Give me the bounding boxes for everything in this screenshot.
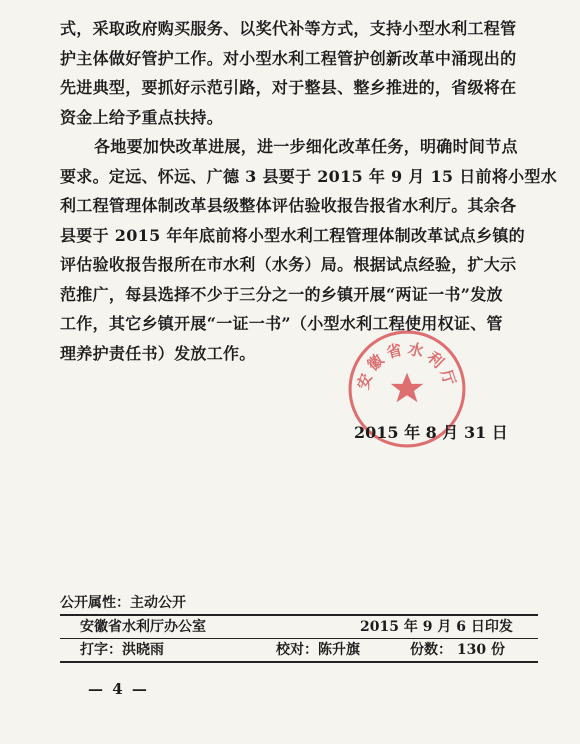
- text-line: 各地要加快改革进展，进一步细化改革任务，明确时间节点: [94, 137, 518, 156]
- proofreader: 校对：陈升旗: [276, 642, 360, 658]
- text-line: 护主体做好管护工作。对小型水利工程管护创新改革中涌现出的: [60, 48, 517, 68]
- text-line: 式，采取政府购买服务、以奖代补等方式，支持小型水利工程管: [60, 19, 517, 38]
- footer-divider: [60, 661, 538, 663]
- issuing-office: 安徽省水利厅办公室: [80, 619, 206, 635]
- footer-staff-row: [60, 639, 538, 661]
- text-line: 理养护责任书）发放工作。: [60, 343, 256, 363]
- footer-disclosure-row: [60, 592, 538, 614]
- seal-text: 安徽省水利厅: [353, 339, 461, 392]
- text-line: 要求。定远、怀远、广德 3 县要于 2015 年 9 月 15 日前将小型水: [60, 166, 558, 186]
- print-date: 2015 年 9 月 6 日印发: [360, 619, 513, 635]
- footer-issuer-row: [60, 616, 538, 638]
- sign-date: 2015 年 8 月 31 日: [354, 423, 508, 442]
- text-line: 县要于 2015 年年底前将小型水利工程管理体制改革试点乡镇的: [60, 225, 525, 245]
- typist: 打字：洪晓雨: [80, 642, 164, 658]
- text-line: 利工程管理体制改革县级整体评估验收报告报省水利厅。其余各: [60, 196, 517, 215]
- document-footer: [60, 592, 538, 663]
- text-line: 先进典型，要抓好示范引路，对于整县、整乡推进的，省级将在: [60, 78, 517, 97]
- text-line: 评估验收报告报所在市水利（水务）局。根据试点经验，扩大示: [60, 255, 517, 274]
- text-line: 资金上给予重点扶持。: [60, 107, 224, 127]
- body-text: [60, 14, 558, 368]
- disclosure-attribute: 公开属性：主动公开: [60, 595, 186, 611]
- text-line: 工作，其它乡镇开展“一证一书”（小型水利工程使用权证、管: [60, 314, 503, 333]
- copy-count: 份数： 130 份: [410, 642, 505, 658]
- star-icon: [391, 373, 424, 402]
- page-number: — 4 —: [88, 680, 149, 698]
- text-line: 范推广，每县选择不少于三分之一的乡镇开展“两证一书”发放: [60, 284, 503, 304]
